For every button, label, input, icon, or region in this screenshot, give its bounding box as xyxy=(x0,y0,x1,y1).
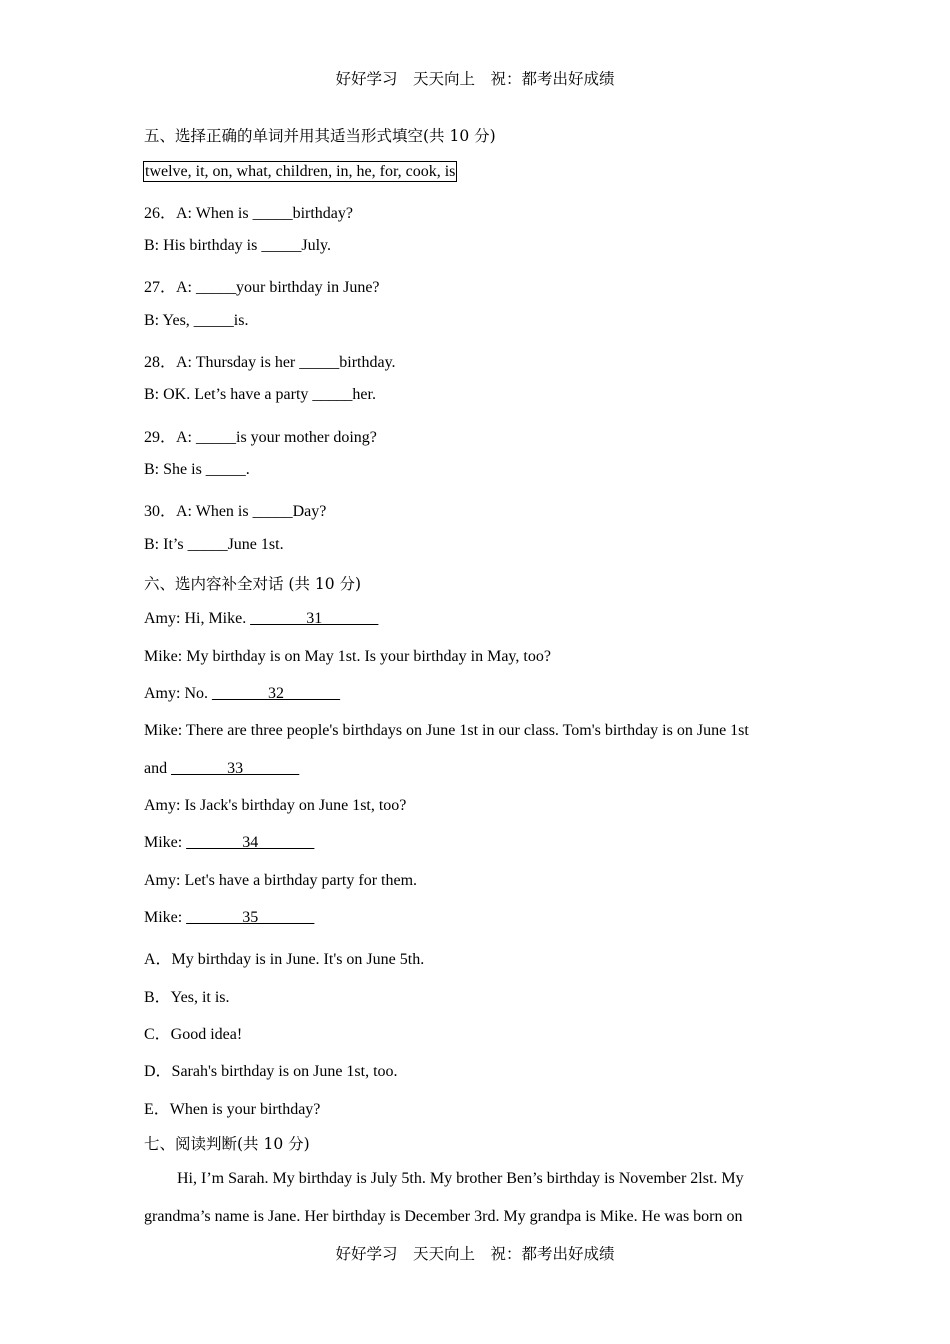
dialog-line xyxy=(144,760,299,778)
answer-blank-32: _______32_______ xyxy=(212,685,340,702)
word-bank-box: twelve, it, on, what, children, in, he, for, cook, is xyxy=(145,163,456,180)
page-footer: 好好学习 天天向上 祝：都考出好成绩 xyxy=(335,1245,615,1263)
page-header: 好好学习 天天向上 祝：都考出好成绩 xyxy=(335,70,615,88)
q29-line-b: B: She is _____. xyxy=(144,461,250,478)
dialog-line xyxy=(144,722,749,740)
dialog-text: Amy: Let's have a birthday party for them. xyxy=(144,872,418,889)
option-d: D．Sarah's birthday is on June 1st, too. xyxy=(144,1063,398,1080)
dialog-text: Amy: No. xyxy=(144,685,212,702)
q26-line-b: B: His birthday is _____July. xyxy=(144,237,331,254)
dialog-line xyxy=(144,797,406,815)
dialog-line xyxy=(144,872,417,890)
dialog-text: Mike: My birthday is on May 1st. Is your birthday in May, too? xyxy=(144,648,551,665)
q26-line-a: 26．A: When is _____birthday? xyxy=(144,205,354,222)
dialog-text: Amy: Is Jack's birthday on June 1st, too? xyxy=(144,797,407,814)
section-7-title: 七、阅读判断(共 10 分) xyxy=(144,1135,310,1153)
q27-line-b: B: Yes, _____is. xyxy=(144,312,249,329)
answer-blank-33: _______33_______ xyxy=(171,760,300,777)
dialog-line xyxy=(144,610,378,628)
dialog-text: Mike: xyxy=(144,834,187,851)
answer-blank-35: _______35_______ xyxy=(186,909,315,926)
answer-blank-31: _______31_______ xyxy=(250,610,379,627)
dialog-line xyxy=(144,834,314,852)
dialog-line xyxy=(144,685,340,703)
q30-line-b: B: It’s _____June 1st. xyxy=(144,536,284,553)
section-5-title: 五、选择正确的单词并用其适当形式填空(共 10 分) xyxy=(144,127,496,145)
dialog-text: Mike: There are three people's birthdays on June 1st in our class. Tom's birthday is on June 1st xyxy=(144,722,749,739)
q28-line-b: B: OK. Let’s have a party _____her. xyxy=(144,386,376,403)
option-a: A．My birthday is in June. It's on June 5th. xyxy=(144,951,425,968)
dialog-text: and xyxy=(144,760,172,777)
option-c: C．Good idea! xyxy=(144,1026,243,1043)
reading-paragraph-line: Hi, I’m Sarah. My birthday is July 5th. My brother Ben’s birthday is November 2lst. My xyxy=(177,1170,744,1187)
dialog-line xyxy=(144,909,314,927)
q29-line-a: 29．A: _____is your mother doing? xyxy=(144,429,377,446)
dialog-text: Mike: xyxy=(144,909,187,926)
dialog-text: Amy: Hi, Mike. xyxy=(144,610,251,627)
option-e: E．When is your birthday? xyxy=(144,1101,321,1118)
reading-paragraph-line: grandma’s name is Jane. Her birthday is December 3rd. My grandpa is Mike. He was born on xyxy=(144,1208,743,1225)
q30-line-a: 30．A: When is _____Day? xyxy=(144,503,327,520)
q28-line-a: 28．A: Thursday is her _____birthday. xyxy=(144,354,396,371)
section-6-title: 六、选内容补全对话 (共 10 分) xyxy=(144,575,362,593)
option-b: B．Yes, it is. xyxy=(144,989,230,1006)
q27-line-a: 27．A: _____your birthday in June? xyxy=(144,279,380,296)
dialog-line xyxy=(144,648,551,666)
answer-blank-34: _______34_______ xyxy=(186,834,315,851)
